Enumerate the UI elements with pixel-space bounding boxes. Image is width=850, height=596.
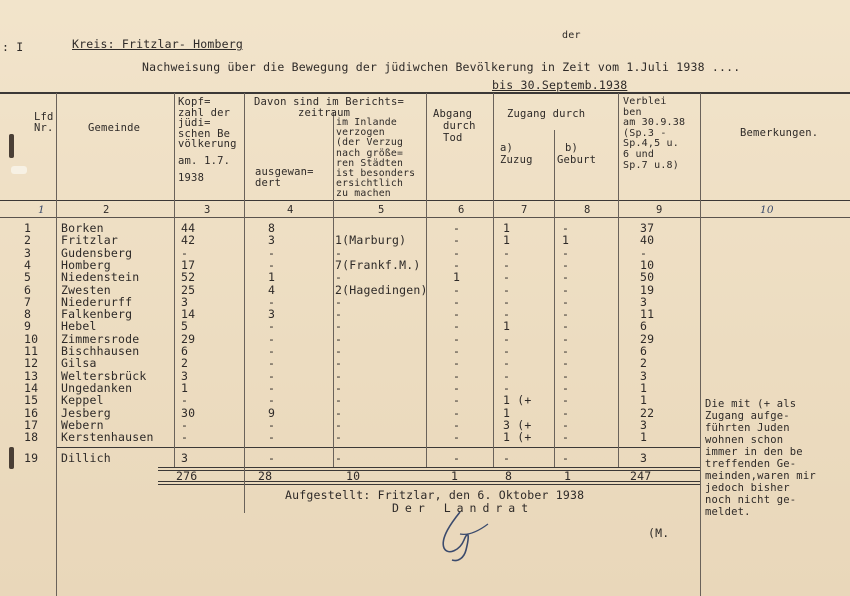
cell-c7: - <box>503 451 511 465</box>
cell-c7: - <box>503 270 511 285</box>
cell-c3: 3 <box>181 368 189 383</box>
gemeinde-name: Keppel <box>61 393 104 408</box>
cell-c5: - <box>335 405 343 420</box>
cell-c4: - <box>268 331 276 346</box>
row-number: 18 <box>24 430 39 445</box>
cell-c3: 25 <box>181 282 196 297</box>
row-number: 5 <box>24 270 32 285</box>
cell-c7: - <box>503 356 511 371</box>
cell-c5: - <box>335 307 343 322</box>
cell-c8: - <box>562 344 570 358</box>
document-title-period: bis 30.Septemb.1938 <box>492 78 628 92</box>
cell-c8: - <box>562 307 570 322</box>
gemeinde-name: Kerstenhausen <box>61 430 154 445</box>
column-number-10: 10 <box>760 204 774 216</box>
cell-c4: - <box>268 356 276 371</box>
row-number: 12 <box>24 356 39 371</box>
col-abgang-header: Abgang durch Tod <box>433 108 476 144</box>
col-ausgewandert-header: ausgewan= dert <box>255 166 314 189</box>
cell-c8: - <box>562 451 570 465</box>
cell-c3: 42 <box>181 233 196 248</box>
column-number-6: 6 <box>458 204 465 216</box>
cell-c4: - <box>268 294 276 309</box>
gemeinde-name: Niedenstein <box>61 270 140 285</box>
cell-c8: - <box>562 270 570 285</box>
cell-c7: - <box>503 307 511 322</box>
remarks-note: Die mit (+ als Zugang aufge- führten Juden wohnen schon immer in den be treffenden Ge- meinden,waren mir jedoch bisher noch nicht ge- meldet. <box>705 398 816 518</box>
cell-c4: 1 <box>268 270 276 285</box>
colnum-bottom-rule <box>0 217 850 218</box>
cell-c7: 1 <box>503 405 511 420</box>
gemeinde-name: Zwesten <box>61 282 111 297</box>
row-number: 2 <box>24 233 32 248</box>
cell-c7: - <box>503 282 511 297</box>
title-der-insert: der <box>562 30 581 41</box>
totals-top-rule1 <box>158 467 700 468</box>
cell-c9: 3 <box>640 451 648 465</box>
col-bemerkungen-header: Bemerkungen. <box>740 127 819 139</box>
cell-c6: - <box>453 257 461 272</box>
row-number: 17 <box>24 417 39 432</box>
cell-c9: 6 <box>640 319 648 334</box>
gemeinde-name: Jesberg <box>61 405 111 420</box>
cell-c9: 37 <box>640 221 655 235</box>
cell-c3: 52 <box>181 270 196 285</box>
cell-c6: - <box>453 380 461 395</box>
cell-c7: 1 <box>503 221 511 235</box>
cell-c5: - <box>335 430 343 445</box>
cell-c4: 4 <box>268 282 276 297</box>
gemeinde-name: Falkenberg <box>61 307 133 322</box>
row-number: 15 <box>24 393 39 408</box>
cell-c6: - <box>453 233 461 248</box>
column-number-9: 9 <box>656 204 663 216</box>
margin-mark: : I <box>2 40 24 54</box>
cell-c3: 3 <box>181 294 189 309</box>
cell-c8: - <box>562 380 570 395</box>
cell-c8: - <box>562 356 570 371</box>
cell-c6: - <box>453 282 461 297</box>
cell-c9: 1 <box>640 393 648 408</box>
cell-c8: - <box>562 257 570 272</box>
row-number: 14 <box>24 380 39 395</box>
cell-c6: - <box>453 221 461 235</box>
total-c8: 1 <box>564 469 572 483</box>
cell-c6: - <box>453 393 461 408</box>
cell-c4: - <box>268 245 276 260</box>
cell-c8: - <box>562 282 570 297</box>
cell-c3: 14 <box>181 307 196 322</box>
cell-c8: - <box>562 368 570 383</box>
cell-c6: - <box>453 356 461 371</box>
cell-c8: - <box>562 417 570 432</box>
cell-c9: 19 <box>640 282 655 297</box>
cell-c3: - <box>181 245 189 260</box>
cell-c6: - <box>453 245 461 260</box>
cell-c5: 1(Marburg) <box>335 233 407 248</box>
cell-c5: - <box>335 356 343 371</box>
row-number: 8 <box>24 307 32 322</box>
cell-c4: - <box>268 368 276 383</box>
cell-c8: - <box>562 245 570 260</box>
total-c6: 1 <box>451 469 459 483</box>
cell-c4: - <box>268 417 276 432</box>
cell-c4: - <box>268 393 276 408</box>
gemeinde-name: Dillich <box>61 451 111 465</box>
row-number: 6 <box>24 282 32 297</box>
cell-c7: - <box>503 380 511 395</box>
cell-c4: - <box>268 451 276 465</box>
col-divider <box>554 130 555 467</box>
cell-c9: 1 <box>640 430 648 445</box>
row18-rule <box>56 447 700 448</box>
cell-c4: - <box>268 430 276 445</box>
col-inlande-verzogen-header: im Inlande verzogen (der Verzug nach größe= ren Städten ist besonders ersichtlich zu machen <box>336 117 416 200</box>
cell-c9: 3 <box>640 417 648 432</box>
gemeinde-name: Zimmersrode <box>61 331 140 346</box>
cell-c7: - <box>503 257 511 272</box>
cell-c7: 1 (+ <box>503 430 532 445</box>
gemeinde-name: Niederurff <box>61 294 133 309</box>
cell-c7: 1 <box>503 319 511 334</box>
cell-c7: 1 <box>503 233 511 248</box>
cell-c4: - <box>268 380 276 395</box>
cell-c4: - <box>268 344 276 358</box>
cell-c3: - <box>181 393 189 408</box>
header-bottom-rule <box>0 200 850 201</box>
cell-c9: 29 <box>640 331 655 346</box>
row-number: 13 <box>24 368 39 383</box>
cell-c9: 3 <box>640 294 648 309</box>
signoff-mark: (M. <box>648 526 670 540</box>
row-number: 19 <box>24 451 39 465</box>
col-divider <box>426 93 427 467</box>
gemeinde-name: Webern <box>61 417 104 432</box>
cell-c6: - <box>453 319 461 334</box>
total-c3: 276 <box>176 469 198 483</box>
cell-c9: 1 <box>640 380 648 395</box>
total-c5: 10 <box>346 469 361 483</box>
col-verbleiben-header: Verblei ben am 30.9.38 (Sp.3 - Sp.4,5 u. 6 und Sp.7 u.8) <box>623 96 686 171</box>
gemeinde-name: Bischhausen <box>61 344 140 358</box>
cell-c3: 5 <box>181 319 189 334</box>
row-number: 10 <box>24 331 39 346</box>
column-number-7: 7 <box>521 204 528 216</box>
column-number-4: 4 <box>287 204 294 216</box>
cell-c3: 44 <box>181 221 196 235</box>
cell-c3: 1 <box>181 380 189 395</box>
cell-c6: - <box>453 344 461 358</box>
cell-c9: 3 <box>640 368 648 383</box>
cell-c7: - <box>503 294 511 309</box>
row-number: 7 <box>24 294 32 309</box>
cell-c4: 8 <box>268 221 276 235</box>
landrat-line: Der Landrat <box>392 501 535 515</box>
col-davon-header: Davon sind im Berichts= zeitraum <box>254 96 404 119</box>
cell-c3: 3 <box>181 451 189 465</box>
cell-c5: - <box>335 380 343 395</box>
cell-c9: 11 <box>640 307 655 322</box>
kreis-heading: Kreis: Fritzlar- Homberg <box>72 37 243 51</box>
cell-c5: - <box>335 451 343 465</box>
cell-c7: 1 (+ <box>503 393 532 408</box>
cell-c7: - <box>503 368 511 383</box>
row-number: 11 <box>24 344 39 358</box>
col-lfd-nr-header: Lfd Nr. <box>34 111 54 134</box>
cell-c6: - <box>453 417 461 432</box>
row-number: 16 <box>24 405 39 420</box>
cell-c7: 3 (+ <box>503 417 532 432</box>
gemeinde-name: Hebel <box>61 319 97 334</box>
cell-c7: - <box>503 344 511 358</box>
cell-c3: 2 <box>181 356 189 371</box>
cell-c5: - <box>335 270 343 285</box>
cell-c6: - <box>453 451 461 465</box>
cell-c5: - <box>335 331 343 346</box>
column-number-2: 2 <box>103 204 110 216</box>
cell-c4: 3 <box>268 233 276 248</box>
cell-c9: 22 <box>640 405 655 420</box>
cell-c4: - <box>268 319 276 334</box>
cell-c3: 6 <box>181 344 189 358</box>
cell-c3: - <box>181 417 189 432</box>
gemeinde-name: Homberg <box>61 257 111 272</box>
cell-c5: - <box>335 417 343 432</box>
cell-c6: - <box>453 368 461 383</box>
cell-c9: - <box>640 245 648 260</box>
cell-c5: - <box>335 344 343 358</box>
row-number: 9 <box>24 319 32 334</box>
cell-c8: - <box>562 221 570 235</box>
cell-c8: - <box>562 430 570 445</box>
totals-bottom-rule1 <box>158 481 700 482</box>
row-number: 1 <box>24 221 32 235</box>
cell-c6: - <box>453 430 461 445</box>
col-divider <box>244 93 245 513</box>
cell-c6: - <box>453 331 461 346</box>
gemeinde-name: Fritzlar <box>61 233 118 248</box>
cell-c8: - <box>562 405 570 420</box>
punch-mark <box>9 447 14 469</box>
cell-c9: 2 <box>640 356 648 371</box>
total-c9: 247 <box>630 469 652 483</box>
col-kopfzahl-header: Kopf= zahl der jüdi= schen Be völkerung am. 1.7. 1938 <box>178 96 237 184</box>
col-divider <box>56 93 57 596</box>
cell-c3: 17 <box>181 257 196 272</box>
cell-c3: - <box>181 430 189 445</box>
signature-mark <box>430 504 500 564</box>
gemeinde-name: Gilsa <box>61 356 97 371</box>
cell-c5: - <box>335 294 343 309</box>
column-number-1: 1 <box>38 204 45 216</box>
col-gemeinde-header: Gemeinde <box>88 122 141 134</box>
cell-c5: - <box>335 368 343 383</box>
column-number-8: 8 <box>584 204 591 216</box>
cell-c7: - <box>503 331 511 346</box>
cell-c5: - <box>335 393 343 408</box>
totals-top-rule2 <box>158 470 700 471</box>
cell-c8: - <box>562 319 570 334</box>
cell-c6: 1 <box>453 270 461 285</box>
cell-c6: - <box>453 405 461 420</box>
cell-c6: - <box>453 294 461 309</box>
cell-c8: - <box>562 393 570 408</box>
table-top-rule <box>0 92 850 94</box>
aufgestellt-line: Aufgestellt: Fritzlar, den 6. Oktober 1938 <box>285 488 585 502</box>
cell-c8: 1 <box>562 233 570 248</box>
row-number: 3 <box>24 245 32 260</box>
col-divider <box>493 93 494 467</box>
col-divider <box>618 93 619 467</box>
cell-c3: 30 <box>181 405 196 420</box>
cell-c8: - <box>562 294 570 309</box>
total-c7: 8 <box>505 469 513 483</box>
totals-bottom-rule2 <box>158 484 700 485</box>
col-divider <box>700 93 701 596</box>
column-number-3: 3 <box>204 204 211 216</box>
cell-c9: 50 <box>640 270 655 285</box>
col-zugang-header: Zugang durch <box>507 108 586 120</box>
gemeinde-name: Weltersbrück <box>61 368 147 383</box>
punch-mark <box>11 166 27 174</box>
gemeinde-name: Borken <box>61 221 104 235</box>
cell-c8: - <box>562 331 570 346</box>
cell-c3: 29 <box>181 331 196 346</box>
document-title: Nachweisung über die Bewegung der jüdiwchen Bevölkerung in Zeit vom 1.Juli 1938 .... <box>142 60 741 74</box>
gemeinde-name: Gudensberg <box>61 245 133 260</box>
col-divider <box>174 93 175 467</box>
cell-c5: 2(Hagedingen) <box>335 282 428 297</box>
cell-c6: - <box>453 307 461 322</box>
column-number-5: 5 <box>378 204 385 216</box>
cell-c5: 7(Frankf.M.) <box>335 257 421 272</box>
cell-c5: - <box>335 319 343 334</box>
col-zuzug-header: a) Zuzug <box>500 142 533 166</box>
cell-c5: - <box>335 245 343 260</box>
gemeinde-name: Ungedanken <box>61 380 133 395</box>
punch-mark <box>9 134 14 158</box>
cell-c9: 10 <box>640 257 655 272</box>
cell-c4: 9 <box>268 405 276 420</box>
col-divider <box>333 112 334 467</box>
col-geburt-header: b) Geburt <box>557 142 597 166</box>
cell-c4: - <box>268 257 276 272</box>
cell-c7: - <box>503 245 511 260</box>
cell-c9: 6 <box>640 344 648 358</box>
cell-c4: 3 <box>268 307 276 322</box>
row-number: 4 <box>24 257 32 272</box>
total-c4: 28 <box>258 469 273 483</box>
cell-c9: 40 <box>640 233 655 248</box>
